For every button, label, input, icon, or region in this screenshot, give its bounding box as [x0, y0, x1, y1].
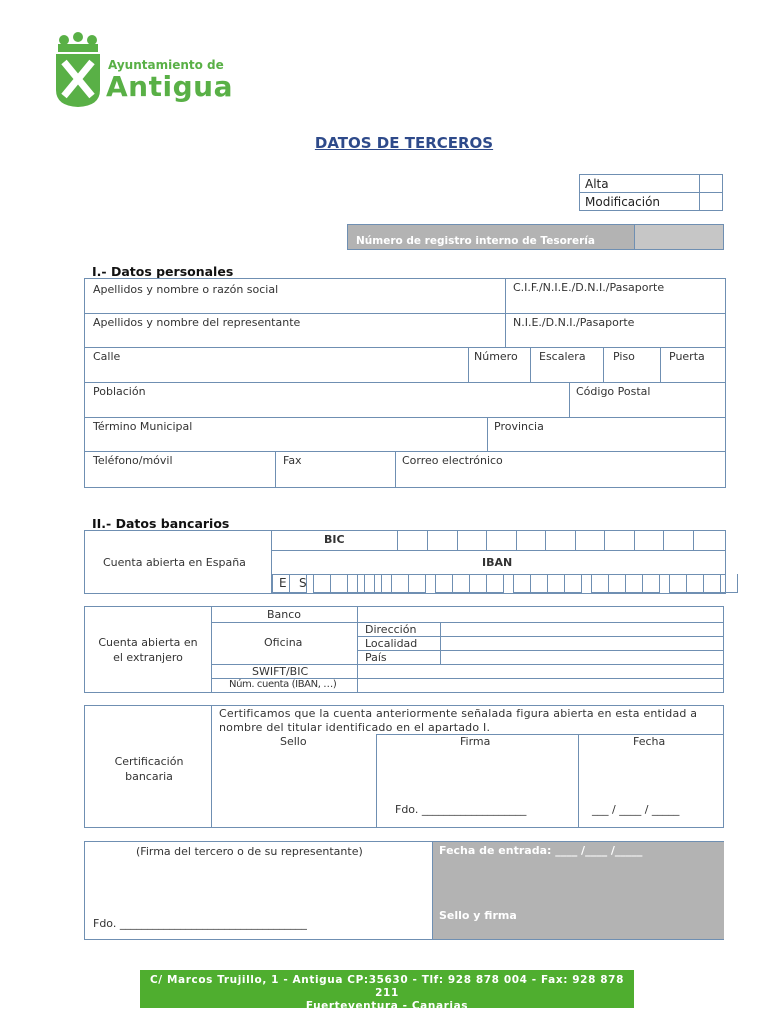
bic-label: BIC	[324, 533, 345, 546]
codigo-postal-field[interactable]: Código Postal	[576, 385, 651, 398]
iban-digit-cell[interactable]	[703, 574, 721, 593]
certificacion-box	[84, 705, 724, 828]
logo-name: Antigua	[106, 70, 233, 103]
footer-line-1: C/ Marcos Trujillo, 1 - Antigua CP:35630 - Tlf: 928 878 004 - Fax: 928 878 211	[150, 974, 624, 999]
num-cuenta-field[interactable]: Núm. cuenta (IBAN, …)	[229, 679, 337, 690]
iban-label: IBAN	[482, 556, 513, 569]
page-title: DATOS DE TERCEROS	[314, 134, 494, 152]
cuenta-espana-box	[84, 530, 726, 594]
alta-checkbox[interactable]	[700, 175, 723, 193]
calle-field[interactable]: Calle	[93, 350, 121, 363]
logo	[54, 32, 234, 112]
fecha-label: Fecha	[633, 735, 666, 748]
footer-address	[140, 970, 634, 1012]
iban-digit-cell[interactable]	[513, 574, 531, 593]
oficina-field[interactable]: Oficina	[264, 636, 303, 649]
firma-tercero-box	[84, 841, 724, 940]
cuenta-extranjero-box	[84, 606, 724, 693]
registro-label: Número de registro interno de Tesorería	[356, 235, 595, 247]
poblacion-field[interactable]: Población	[93, 385, 146, 398]
footer-line-2: Fuerteventura - Canarias	[305, 1000, 469, 1012]
representante-field[interactable]: Apellidos y nombre del representante	[93, 316, 301, 329]
iban-digit-cell[interactable]	[591, 574, 609, 593]
provincia-field[interactable]: Provincia	[494, 420, 544, 433]
iban-digit-cell[interactable]	[330, 574, 348, 593]
registro-entrada-area	[432, 842, 724, 939]
iban-digit-cell[interactable]	[391, 574, 409, 593]
iban-digit-cell[interactable]	[686, 574, 704, 593]
fax-field[interactable]: Fax	[283, 454, 302, 467]
escalera-field[interactable]: Escalera	[539, 350, 586, 363]
iban-digit-cell[interactable]	[486, 574, 504, 593]
correo-field[interactable]: Correo electrónico	[402, 454, 503, 467]
certificacion-text: Certificamos que la cuenta anteriormente señalada figura abierta en esta entidad a nombre del titular identificado en el apartado I.	[219, 707, 698, 734]
iban-digit-cell[interactable]	[669, 574, 687, 593]
iban-digit-cell[interactable]	[720, 574, 738, 593]
datos-personales-box	[84, 278, 726, 488]
logo-subtitle: Ayuntamiento de	[108, 58, 224, 72]
localidad-field[interactable]: Localidad	[365, 637, 418, 650]
iban-digit-cell[interactable]	[469, 574, 487, 593]
iban-digit-cell[interactable]	[642, 574, 660, 593]
modificacion-checkbox[interactable]	[700, 193, 723, 211]
iban-digit-cell[interactable]	[608, 574, 626, 593]
iban-digit-cell[interactable]	[547, 574, 565, 593]
iban-digit-cell[interactable]	[530, 574, 548, 593]
termino-municipal-field[interactable]: Término Municipal	[93, 420, 193, 433]
puerta-field[interactable]: Puerta	[669, 350, 705, 363]
cuenta-extranjero-label: Cuenta abierta en el extranjero	[98, 636, 198, 664]
sello-firma-label: Sello y firma	[439, 909, 517, 922]
fecha-entrada-label: Fecha de entrada: ____ /____ /_____	[439, 844, 643, 857]
iban-digit-cell[interactable]	[357, 574, 375, 593]
nie-representante-field[interactable]: N.I.E./D.N.I./Pasaporte	[513, 316, 635, 329]
registro-field[interactable]	[634, 225, 723, 249]
pais-field[interactable]: País	[365, 651, 387, 664]
cif-field[interactable]: C.I.F./N.I.E./D.N.I./Pasaporte	[513, 281, 665, 294]
piso-field[interactable]: Piso	[613, 350, 635, 363]
iban-country-s: S	[299, 576, 307, 590]
cuenta-espana-label: Cuenta abierta en España	[103, 556, 246, 569]
alta-modificacion-table	[579, 174, 723, 211]
telefono-field[interactable]: Teléfono/móvil	[93, 454, 173, 467]
sello-label: Sello	[280, 735, 307, 748]
firma-fdo-line[interactable]: Fdo. ___________________	[395, 803, 527, 816]
datos-bancarios-heading: II.- Datos bancarios	[92, 516, 230, 531]
iban-digit-cell[interactable]	[374, 574, 392, 593]
iban-digit-cell[interactable]	[625, 574, 643, 593]
firma-tercero-label: (Firma del tercero o de su representante)	[136, 845, 363, 858]
firma-tercero-fdo-line[interactable]: Fdo. __________________________________	[93, 917, 307, 930]
iban-digit-cell[interactable]	[313, 574, 331, 593]
alta-label: Alta	[580, 175, 700, 193]
numero-field[interactable]: Número	[474, 350, 518, 363]
certificacion-label: Certificación bancaria	[114, 755, 184, 783]
iban-digit-cell[interactable]	[564, 574, 582, 593]
iban-country-e: E	[279, 576, 287, 590]
direccion-field[interactable]: Dirección	[365, 623, 417, 636]
datos-personales-heading: I.- Datos personales	[92, 264, 234, 279]
registro-tesoreria	[347, 224, 724, 250]
fecha-line[interactable]: ___ / ____ / _____	[592, 803, 680, 816]
firma-label: Firma	[460, 735, 491, 748]
iban-digit-cell[interactable]	[435, 574, 453, 593]
modificacion-label: Modificación	[580, 193, 700, 211]
antigua-crest-icon	[54, 32, 102, 108]
apellidos-nombre-field[interactable]: Apellidos y nombre o razón social	[93, 283, 279, 296]
banco-field[interactable]: Banco	[267, 608, 302, 621]
iban-digit-cell[interactable]	[452, 574, 470, 593]
iban-digit-cell[interactable]	[408, 574, 426, 593]
swift-field[interactable]: SWIFT/BIC	[252, 665, 309, 678]
